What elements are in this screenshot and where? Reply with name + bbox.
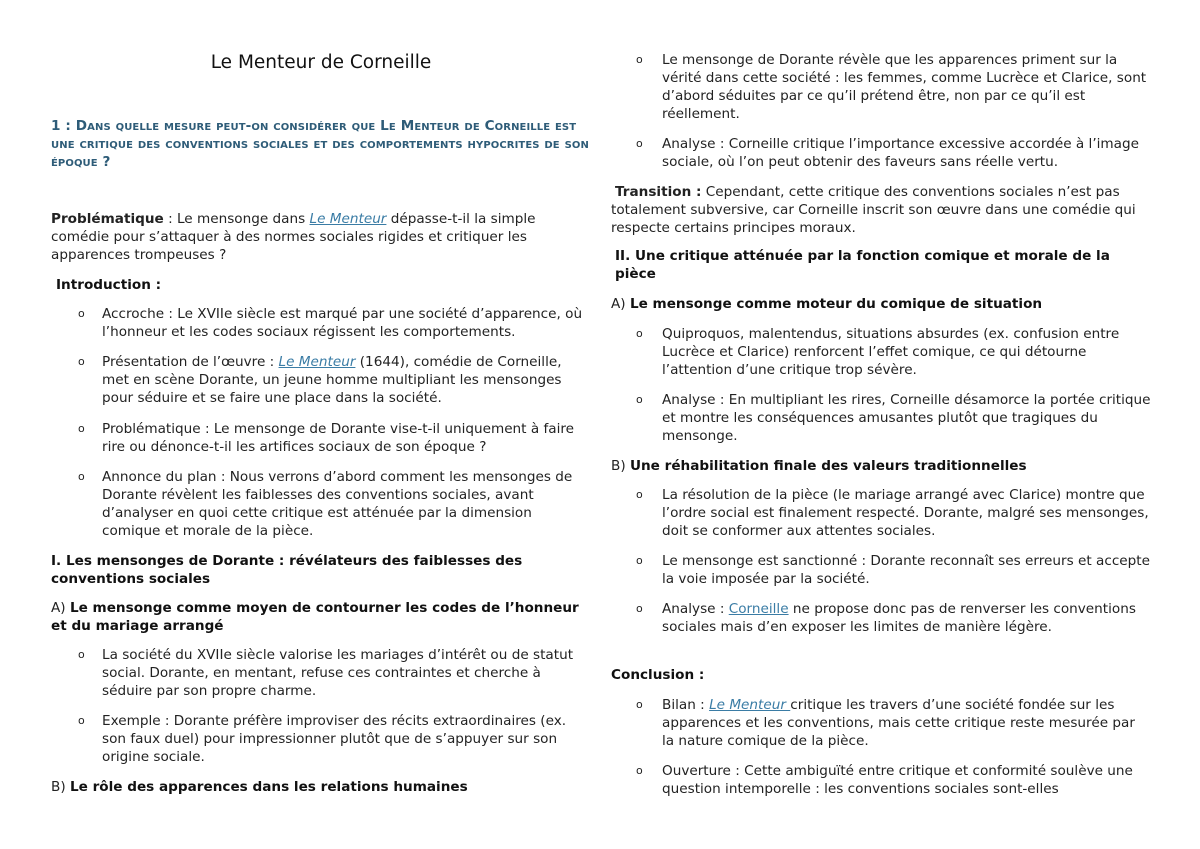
part1-a-letter: A)	[51, 600, 70, 616]
part2-heading: II. Une critique atténuée par la fonction comique et morale de la pièce	[615, 248, 1110, 282]
introduction-heading: Introduction :	[56, 277, 162, 293]
transition-paragraph	[611, 183, 1151, 237]
part1-b-letter: B)	[51, 779, 70, 795]
part1-a-bullet-2: o Exemple : Dorante préfère improviser des récits extraordinaires (ex. son faux duel) pour impressionner plutôt que de s’appuyer sur son origine sociale.	[51, 712, 591, 766]
transition-text: Cependant, cette critique des conventions sociales n’est pas totalement subversive, car Corneille inscrit son œuvre dans une comédie qui respecte certains principes moraux.	[611, 184, 1136, 236]
problematique-post: dépasse-t-il la simple comédie pour s’attaquer à des normes sociales rigides et critiquer les apparences trompeuses ?	[51, 211, 536, 263]
part2-a-bullet-1: o Quiproquos, malentendus, situations absurdes (ex. confusion entre Lucrèce et Clarice) renforcent l’effet comique, ce qui détourne l’attention d’une critique trop sévère.	[611, 325, 1151, 379]
corneille-link[interactable]: Corneille	[728, 601, 789, 617]
part2-b-title: Une réhabilitation finale des valeurs traditionnelles	[629, 458, 1027, 474]
presentation-pre: Présentation de l’œuvre :	[102, 354, 279, 370]
conclusion-ouverture: o Ouverture : Cette ambiguïté entre critique et conformité soulève une question intemporelle : les conventions sociales sont-elles	[611, 762, 1151, 798]
bilan-post: critique les travers d’une société fondée sur les apparences et les conventions, mais cette critique reste mesurée par la nature comique de la pièce.	[662, 697, 1135, 749]
part2-b-bullet-1: o La résolution de la pièce (le mariage arrangé avec Clarice) montre que l’ordre social est finalement respecté. Dorante, malgré ses mensonges, doit se conformer aux attentes sociales.	[611, 486, 1151, 540]
bilan-link[interactable]: Le Menteur	[709, 697, 791, 713]
part1-a-title: Le mensonge comme moyen de contourner les codes de l’honneur et du mariage arrangé	[51, 600, 579, 634]
part2-a-heading	[611, 295, 1151, 313]
presentation-link[interactable]: Le Menteur	[278, 354, 356, 370]
part1-b-title: Le rôle des apparences dans les relations humaines	[69, 779, 468, 795]
question-heading: 1 : Dans quelle mesure peut-on considérer que Le Menteur de Corneille est une critique des conventions sociales et des comportements hypocrites de son époque ?	[51, 118, 589, 170]
part1-b-heading	[51, 778, 591, 796]
intro-annonce: o Annonce du plan : Nous verrons d’abord comment les mensonges de Dorante révèlent les faiblesses des conventions sociales, avant d’analyser en quoi cette critique est atténuée par la dimension comique et morale de la pièce.	[51, 468, 591, 540]
part2-b-heading	[611, 457, 1151, 475]
document-title: Le Menteur de Corneille	[210, 52, 432, 73]
part2-b-bullet-2: o Le mensonge est sanctionné : Dorante reconnaît ses erreurs et accepte la voie imposée par la société.	[611, 552, 1151, 588]
le-menteur-link[interactable]: Le Menteur	[309, 211, 387, 227]
part2-b-letter: B)	[611, 458, 630, 474]
b3-post: ne propose donc pas de renverser les conventions sociales mais d’en exposer les limites de manière légère.	[662, 601, 1136, 635]
intro-accroche: o Accroche : Le XVIIe siècle est marqué par une société d’apparence, où l’honneur et les codes sociaux régissent les comportements.	[51, 305, 591, 341]
bilan-pre: Bilan :	[662, 697, 710, 713]
problematique-label: Problématique	[51, 211, 164, 227]
intro-presentation	[51, 353, 591, 407]
part1-heading: I. Les mensonges de Dorante : révélateurs des faiblesses des conventions sociales	[51, 553, 523, 587]
part2-a-bullet-2: o Analyse : En multipliant les rires, Corneille désamorce la portée critique et montre les conséquences amusantes plutôt que tragiques du mensonge.	[611, 391, 1151, 445]
conclusion-heading: Conclusion :	[611, 667, 705, 683]
conclusion-bilan	[611, 696, 1151, 750]
part2-a-letter: A)	[611, 296, 630, 312]
part1-a-heading	[51, 599, 591, 635]
problematique-pre: : Le mensonge dans	[163, 211, 310, 227]
part2-b-bullet-3	[611, 600, 1151, 636]
problematique-paragraph	[51, 210, 591, 264]
b3-pre: Analyse :	[662, 601, 729, 617]
part1-a-bullet-1: o La société du XVIIe siècle valorise les mariages d’intérêt ou de statut social. Dorante, en mentant, refuse ces contraintes et cherche à séduire par son propre charme.	[51, 646, 591, 700]
intro-problematique: o Problématique : Le mensonge de Dorante vise-t-il uniquement à faire rire ou dénonce-t-il les artifices sociaux de son époque ?	[51, 420, 591, 456]
part1-b-bullet-1: o Le mensonge de Dorante révèle que les apparences priment sur la vérité dans cette société : les femmes, comme Lucrèce et Clarice, sont d’abord séduites par ce qu’il prétend être, non par ce qu’il est réellement.	[611, 51, 1151, 123]
transition-label: Transition :	[615, 184, 702, 200]
part1-b-bullet-2: o Analyse : Corneille critique l’importance excessive accordée à l’image sociale, où l’on peut obtenir des faveurs sans réelle vertu.	[611, 135, 1151, 171]
presentation-post: (1644), comédie de Corneille, met en scène Dorante, un jeune homme multipliant les mensonges pour séduire et se faire une place dans la société.	[102, 354, 562, 406]
part2-a-title: Le mensonge comme moteur du comique de situation	[629, 296, 1043, 312]
